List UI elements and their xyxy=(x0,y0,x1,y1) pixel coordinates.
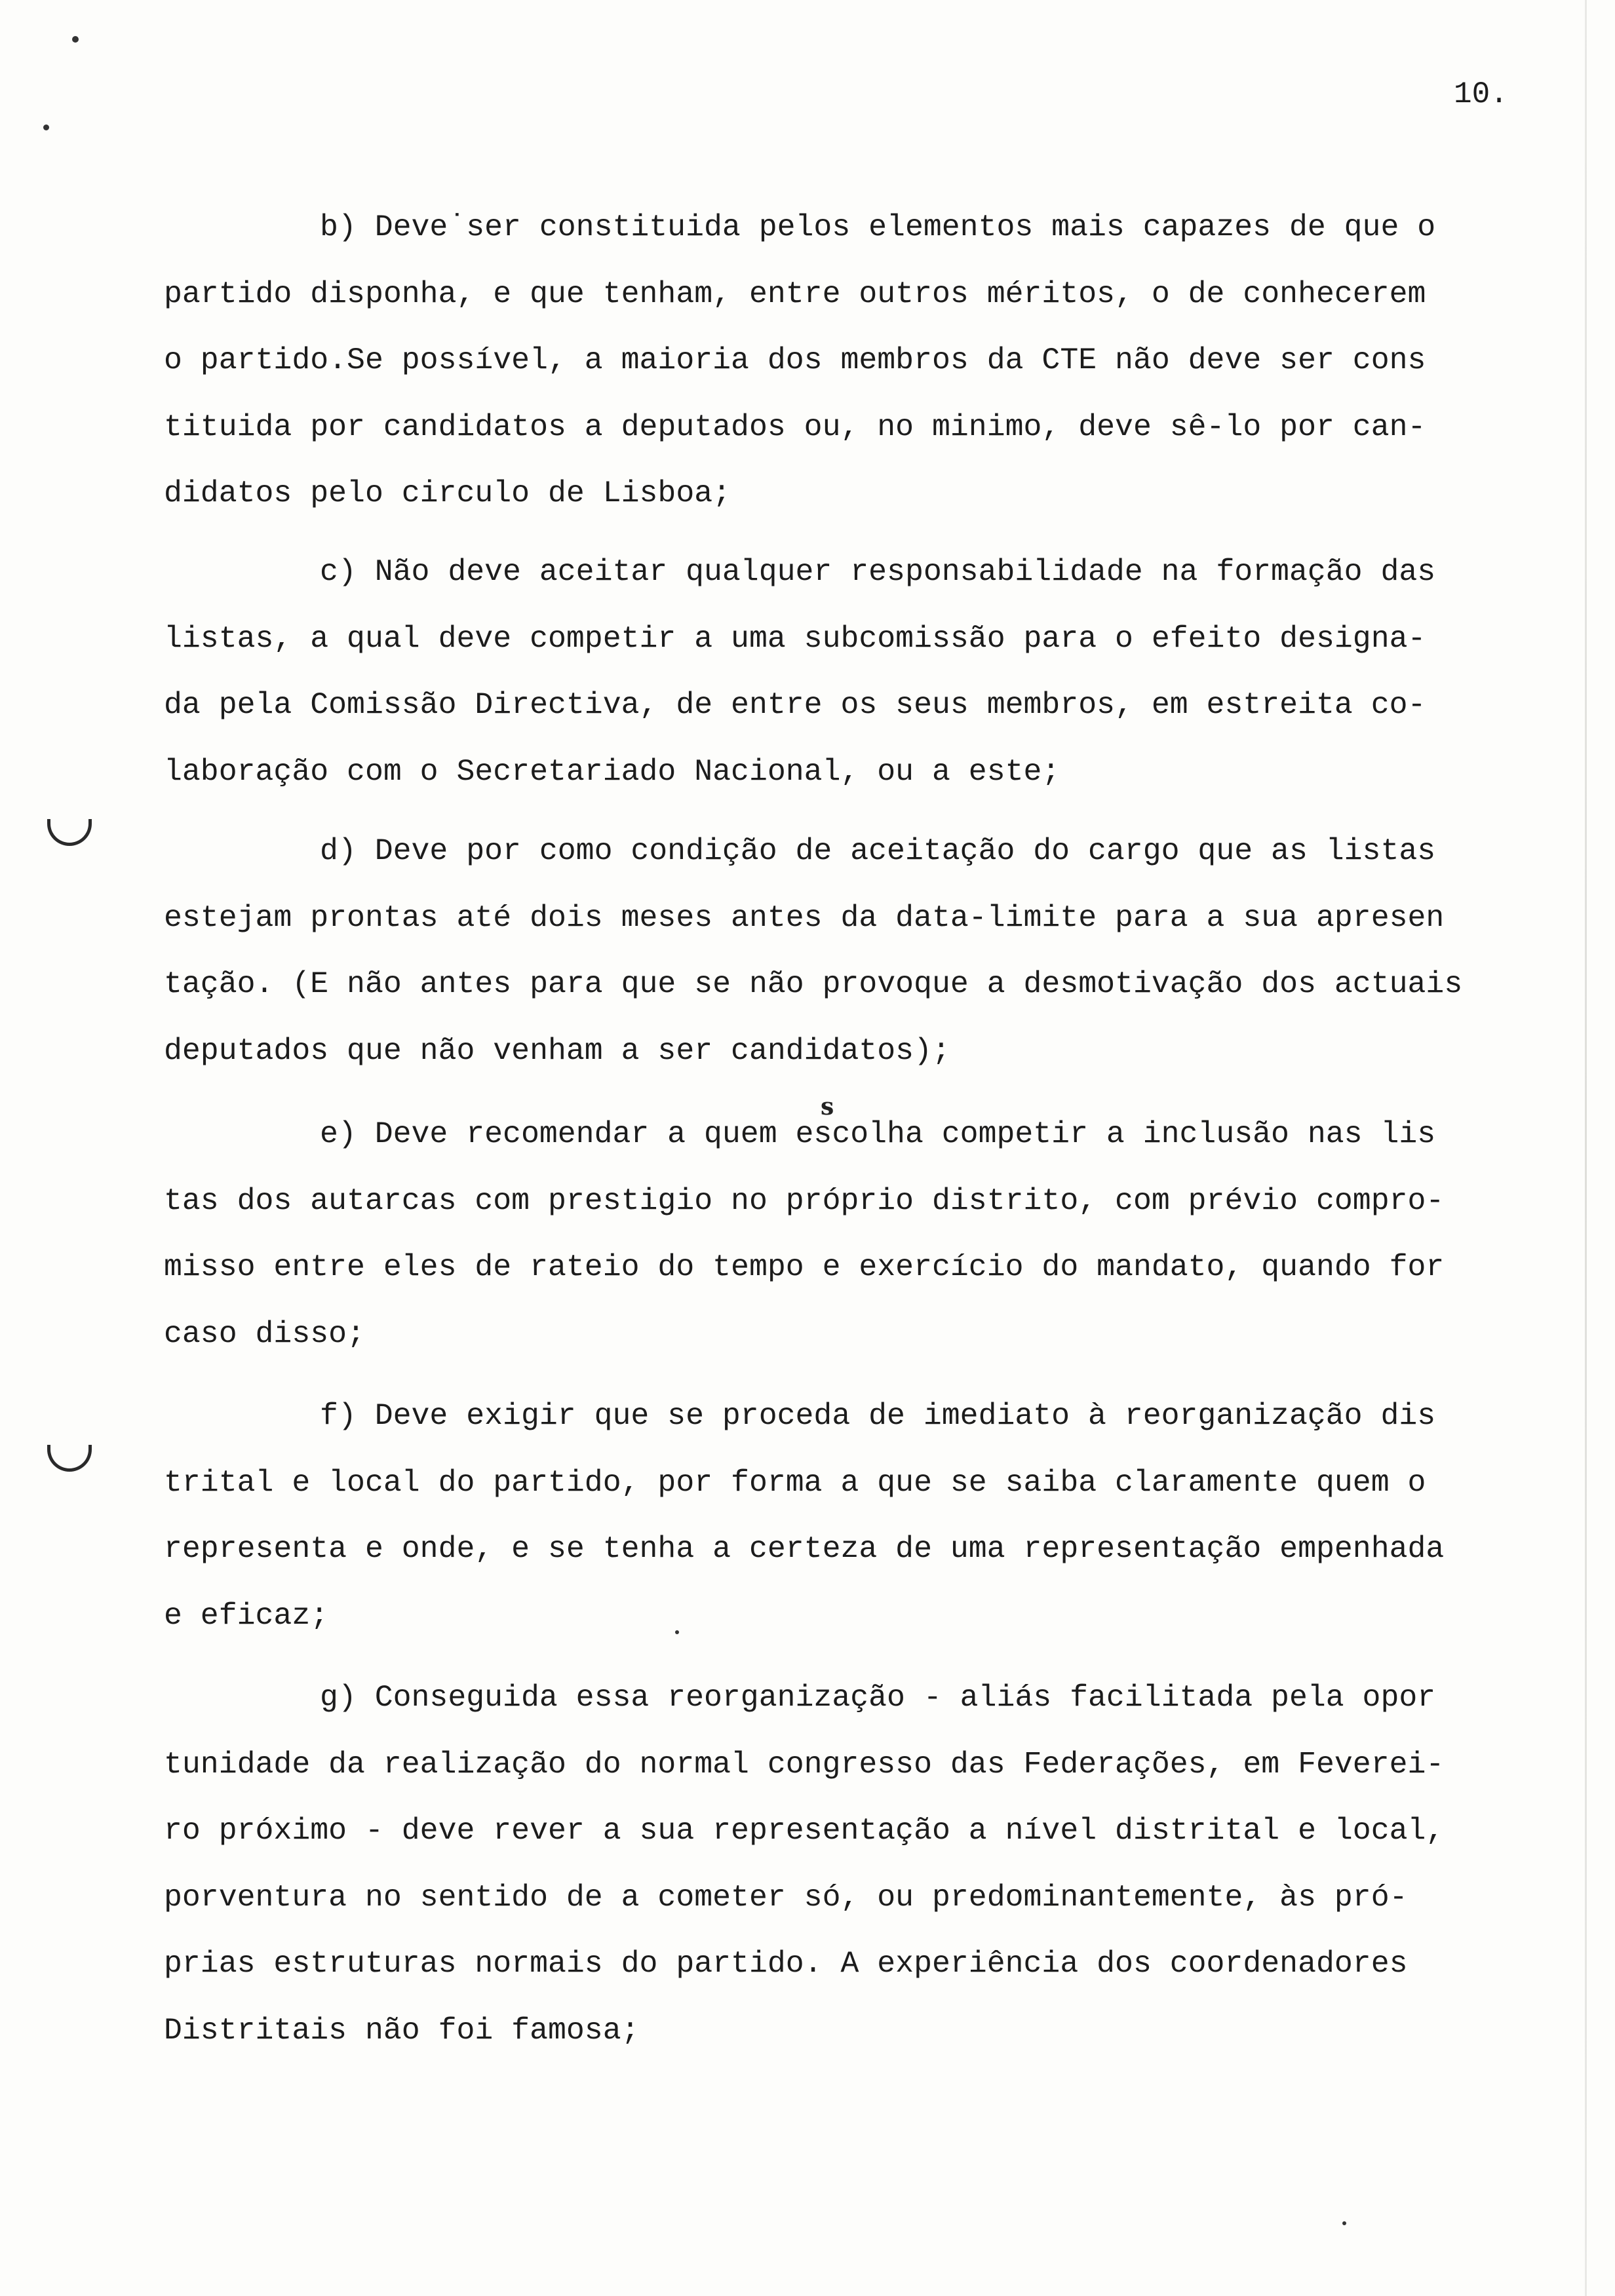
paragraph-b xyxy=(164,194,1566,527)
ink-speck xyxy=(43,124,49,130)
text-line: prias estruturas normais do partido. A experiência dos coordenadores xyxy=(164,1946,1408,1981)
text-line: representa e onde, e se tenha a certeza de uma representação empenhada xyxy=(164,1531,1445,1566)
text-line: didatos pelo circulo de Lisboa; xyxy=(164,476,731,510)
text-line: f) Deve exigir que se proceda de imediato à reorganização dis xyxy=(320,1398,1436,1433)
punch-hole-mark-lower xyxy=(47,1445,92,1472)
page-number: 10. xyxy=(1454,77,1508,111)
ink-speck xyxy=(72,36,79,43)
text-line: estejam prontas até dois meses antes da data-limite para a sua apresen xyxy=(164,900,1445,935)
paragraph-d xyxy=(164,818,1566,1084)
text-line: da pela Comissão Directiva, de entre os seus membros, em estreita co- xyxy=(164,687,1426,722)
text-line: tação. (E não antes para que se não provoque a desmotivação dos actuais xyxy=(164,966,1463,1001)
paper-fold-line xyxy=(1585,0,1587,2296)
text-line: d) Deve por como condição de aceitação do cargo que as listas xyxy=(320,833,1436,868)
ink-speck xyxy=(1342,2221,1346,2225)
text-line: c) Não deve aceitar qualquer responsabilidade na formação das xyxy=(320,554,1436,589)
text-line: listas, a qual deve competir a uma subcomissão para o efeito designa- xyxy=(164,621,1426,656)
text-line: ro próximo - deve rever a sua representação a nível distrital e local, xyxy=(164,1813,1445,1848)
text-line: deputados que não venham a ser candidatos); xyxy=(164,1033,950,1068)
paragraph-c xyxy=(164,539,1566,805)
text-line: partido disponha, e que tenham, entre outros méritos, o de conhecerem xyxy=(164,276,1426,311)
paragraph-g xyxy=(164,1664,1566,2063)
text-line: e) Deve recomendar a quem escolha competir a inclusão nas lis xyxy=(320,1117,1436,1151)
text-line: caso disso; xyxy=(164,1316,365,1351)
text-line: e eficaz; xyxy=(164,1598,329,1633)
punch-hole-mark-upper xyxy=(47,819,92,846)
text-line: laboração com o Secretariado Nacional, ou a este; xyxy=(164,754,1060,789)
paragraph-e xyxy=(164,1101,1566,1367)
paragraph-f xyxy=(164,1383,1566,1649)
text-line: g) Conseguida essa reorganização - aliás facilitada pela opor xyxy=(320,1680,1436,1715)
text-line: b) Deve˙ser constituida pelos elementos mais capazes de que o xyxy=(320,210,1436,244)
text-line: tituida por candidatos a deputados ou, no minimo, deve sê-lo por can- xyxy=(164,409,1426,444)
text-line: tunidade da realização do normal congresso das Federações, em Feverei- xyxy=(164,1746,1445,1782)
text-line: porventura no sentido de a cometer só, ou predominantemente, às pró- xyxy=(164,1879,1408,1915)
handwritten-insert-mark: s xyxy=(821,1093,834,1120)
text-line: tas dos autarcas com prestigio no próprio distrito, com prévio compro- xyxy=(164,1183,1445,1218)
text-line: trital e local do partido, por forma a que se saiba claramente quem o xyxy=(164,1464,1426,1500)
text-line: misso entre eles de rateio do tempo e exercício do mandato, quando for xyxy=(164,1250,1445,1284)
text-line: o partido.Se possível, a maioria dos membros da CTE não deve ser cons xyxy=(164,343,1426,377)
text-line: Distritais não foi famosa; xyxy=(164,2012,640,2048)
